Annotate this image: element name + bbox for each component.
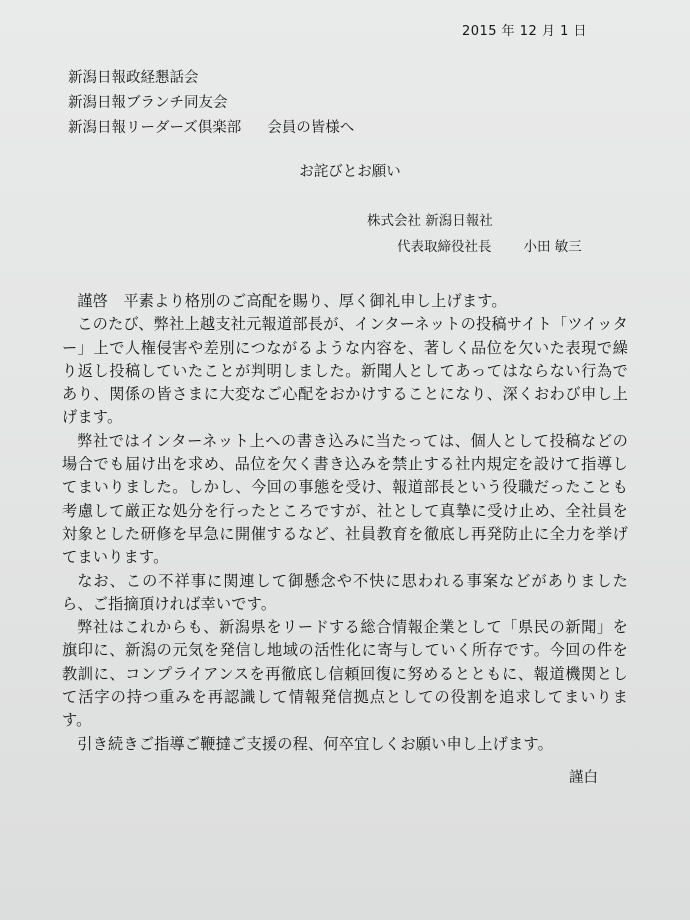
body-paragraph: 引き続きご指導ご鞭撻ご支援の程、何卒宜しくお願い申し上げます。	[77, 734, 553, 753]
letter-date: 2015 年 12 月 1 日	[461, 24, 587, 39]
body-paragraph: 謹啓 平素より格別のご高配を賜り、厚く御礼申し上げます。	[77, 292, 507, 310]
recipient-line: 新潟日報政経懇話会	[68, 70, 199, 86]
recipient-list	[68, 66, 354, 141]
letter-title: お詫びとお願い	[299, 164, 401, 180]
sender-signature	[397, 235, 582, 255]
sender-position: 代表取締役社長	[397, 239, 492, 255]
body-paragraph: このたび、弊社上越支社元報道部長が、インターネットの投稿サイト「ツイッター」上で人権侵害や差別につながるような内容を、著しく品位を欠いた表現で繰り返し投稿していたことが判明しました。新聞人としてあってはならない行為であり、関係の皆さまに大変なご心配をおかけすることになり、深くおわび申し上げます。	[62, 315, 628, 427]
recipient-name: 新潟日報リーダーズ倶楽部	[68, 120, 242, 136]
sender-company: 株式会社 新潟日報社	[367, 213, 493, 229]
recipient-line: 新潟日報ブランチ同友会	[68, 95, 228, 111]
salutation: 会員の皆様へ	[267, 120, 355, 136]
sender-name: 小田 敏三	[523, 239, 582, 255]
body-paragraph: 弊社ではインターネット上への書き込みに当たっては、個人として投稿などの場合でも届け出を求め、品位を欠く書き込みを禁止する社内規定を設けて指導してまいりました。しかし、今回の事態を受け、報道部長という役職だったことも考慮して厳正な処分を行ったところですが、社として真摯に受け止め、全社員を対象とした研修を早急に開催するなど、社員教育を徹底し再発防止に全力を挙げてまいります。	[62, 431, 628, 567]
recipient-line	[68, 116, 354, 141]
body-paragraph: なお、この不祥事に関連して御懸念や不快に思われる事案などがありましたら、ご指摘頂ければ幸いです。	[62, 571, 628, 613]
body-paragraph: 弊社はこれからも、新潟県をリードする総合情報企業として「県民の新聞」を旗印に、新潟の元気を発信し地域の活性化に寄与していく所存です。今回の件を教訓に、コンプライアンスを再徹底し信頼回復に努めるとともに、報道機関として活字の持つ重みを再認識して情報発信拠点としての役割を追求してまいります。	[62, 618, 628, 730]
letter-closing: 謹白	[569, 770, 598, 786]
letter-body	[62, 290, 628, 756]
